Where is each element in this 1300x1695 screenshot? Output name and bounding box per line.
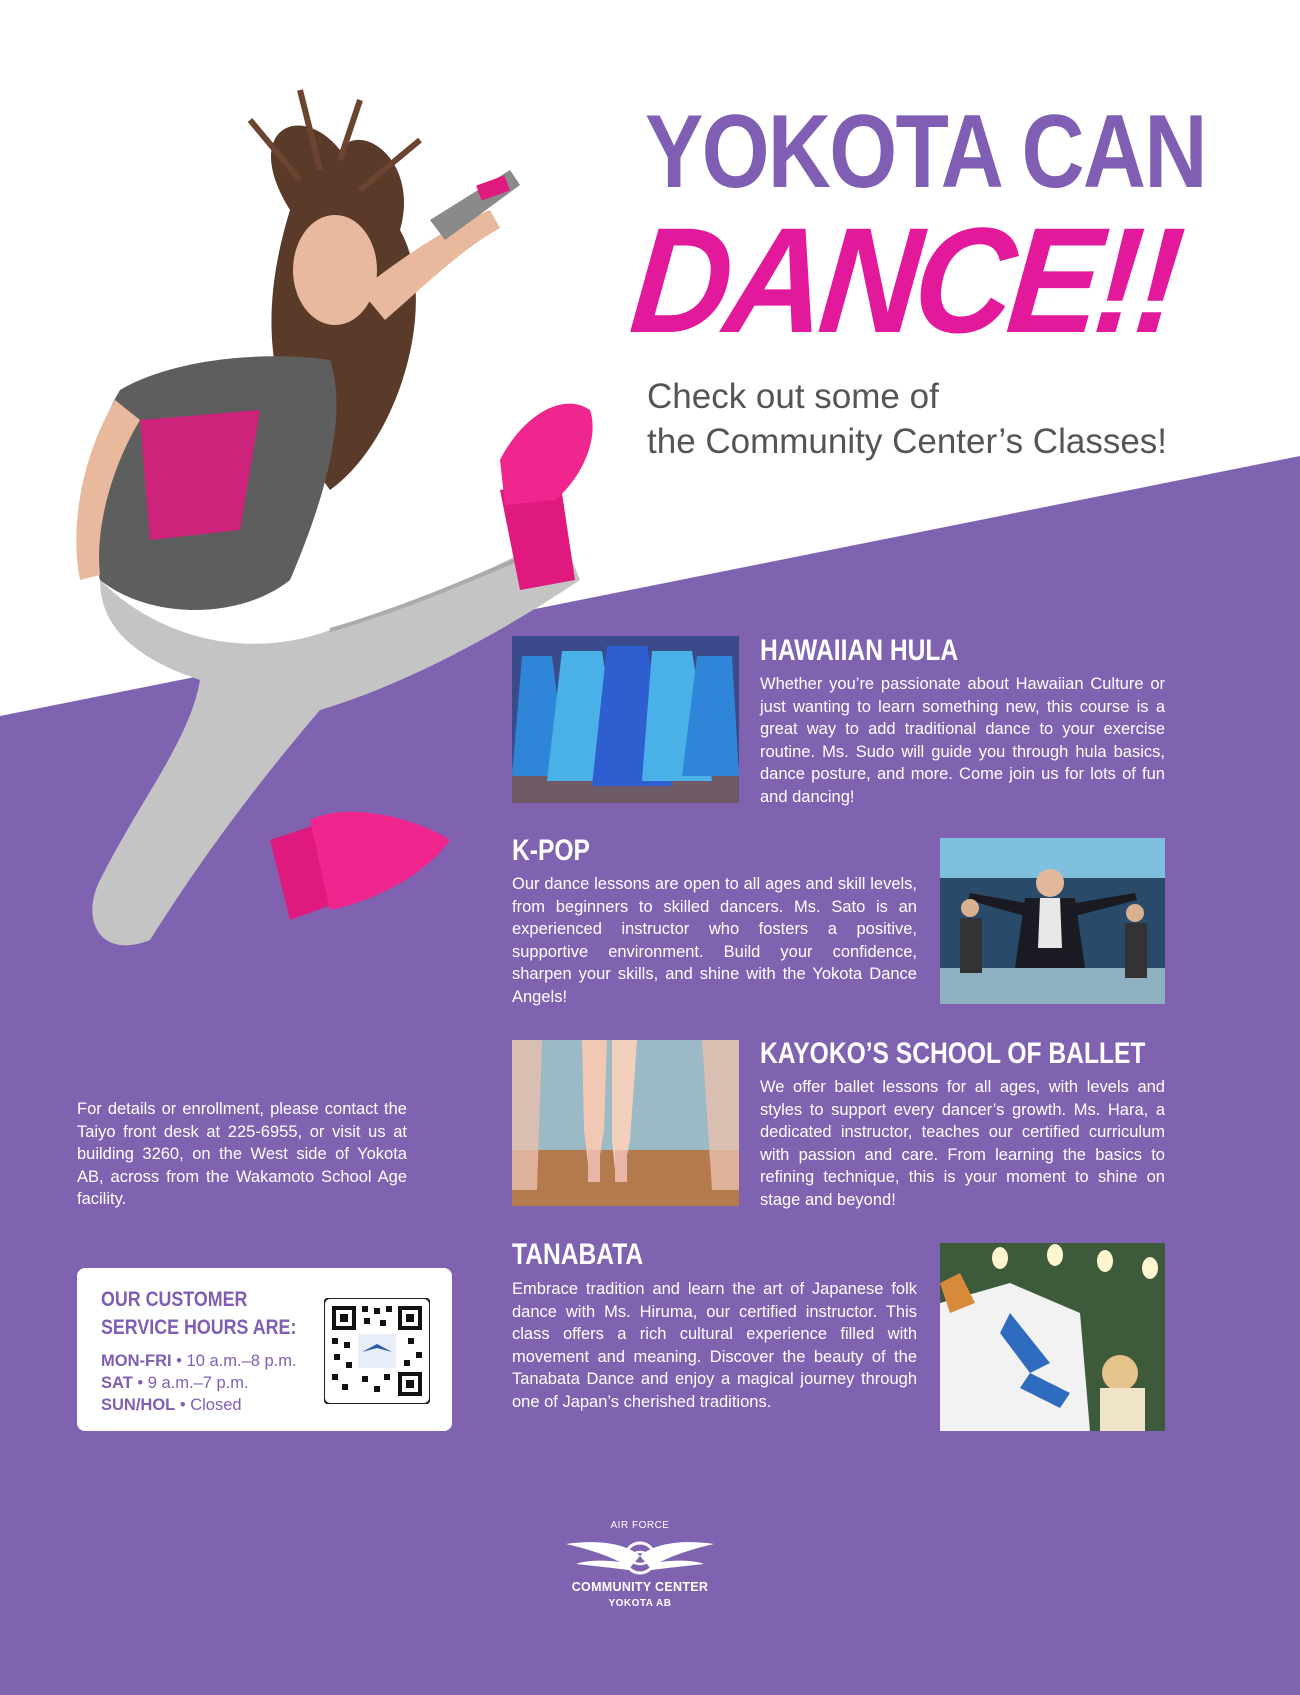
class-title-ballet: KAYOKO’S SCHOOL OF BALLET (760, 1037, 1146, 1070)
headline-subtitle (647, 374, 1267, 464)
community-center-logo (560, 1512, 720, 1612)
hours-row-sunday: SUN/HOL • Closed (101, 1396, 242, 1414)
hours-day: SAT (101, 1374, 133, 1392)
qr-code-icon[interactable] (324, 1298, 430, 1404)
hours-time: 10 a.m.–8 p.m. (186, 1352, 297, 1370)
hours-time: 9 a.m.–7 p.m. (147, 1374, 249, 1392)
hula-photo (512, 636, 739, 803)
class-body-hula: Whether you’re passionate about Hawaiian Culture or just wanting to learn something new, this course is a great way to add traditional dance to your exercise routine. Ms. Sudo will guide you through hula basics, dance posture, and more. Come join us for lots of fun and dancing! (760, 675, 1165, 806)
class-body-kpop: Our dance lessons are open to all ages and skill levels, from beginners to skilled dancers. Ms. Sato is an experienced instructor who fosters a positive, supportive environment. Build your confidence, sharpen your skills, and shine with the Yokota Dance Angels! (512, 875, 917, 1006)
class-title-tanabata: TANABATA (512, 1238, 644, 1271)
hours-row-weekday: MON-FRI • 10 a.m.–8 p.m. (101, 1352, 297, 1370)
hours-card (77, 1268, 452, 1431)
class-body-ballet: We offer ballet lessons for all ages, with levels and styles to support every dancer’s growth. Ms. Hara, a dedicated instructor, teaches our certified curriculum with passion and care. From learning the basics to refining technique, this is your moment to shine on stage and beyond! (760, 1078, 1165, 1209)
hours-time: Closed (190, 1396, 242, 1414)
air-force-wings-icon (564, 1534, 716, 1578)
logo-middle-text: COMMUNITY CENTER (571, 1580, 709, 1594)
hours-day: SUN/HOL (101, 1396, 176, 1414)
tanabata-photo (940, 1243, 1165, 1431)
ballet-photo (512, 1040, 739, 1206)
headline-title: YOKOTA CAN (645, 94, 1206, 210)
subtitle-line-2: the Community Center’s Classes! (647, 422, 1168, 461)
hours-day: MON-FRI (101, 1352, 172, 1370)
hours-row-saturday: SAT • 9 a.m.–7 p.m. (101, 1374, 249, 1392)
class-title-hula: HAWAIIAN HULA (760, 634, 959, 667)
headline-dance: DANCE!! (624, 196, 1185, 364)
subtitle-line-1: Check out some of (647, 377, 939, 416)
logo-bottom-text: YOKOTA AB (608, 1598, 672, 1609)
contact-info: For details or enrollment, please contact the Taiyo front desk at 225-6955, or visit us at building 3260, on the West side of Yokota AB, across from the Wakamoto School Age facility. (77, 1100, 407, 1208)
logo-top-text: AIR FORCE (610, 1520, 670, 1531)
class-title-kpop: K-POP (512, 834, 590, 867)
class-body-tanabata: Embrace tradition and learn the art of Japanese folk dance with Ms. Hiruma, our certified instructor. This class offers a rich cultural experience filled with movement and meaning. Discover the beauty of the Tanabata Dance and enjoy a magical journey through one of Japan’s cherished traditions. (512, 1280, 917, 1411)
kpop-photo (940, 838, 1165, 1004)
hours-title: OUR CUSTOMER SERVICE HOURS ARE: (101, 1288, 297, 1339)
